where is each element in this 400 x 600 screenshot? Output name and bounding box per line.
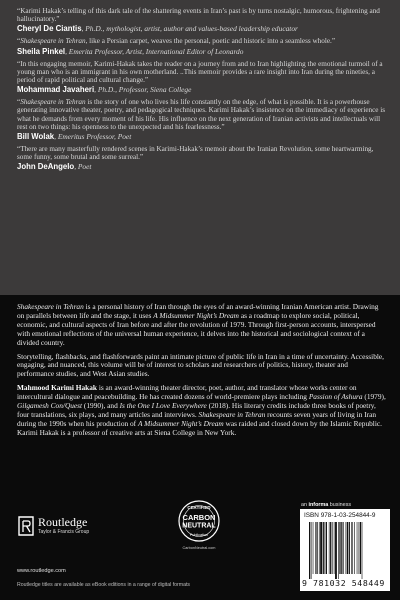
endorser-name: Bill Wolak <box>17 132 55 142</box>
endorsements-panel <box>0 0 400 295</box>
endorsement <box>17 37 386 55</box>
book-title-italic: Shakespeare in Tehran <box>198 409 266 419</box>
barcode-digits: 9 781032 548449 <box>302 578 385 588</box>
endorsement-attribution <box>17 162 386 171</box>
barcode-icon <box>308 522 386 579</box>
play-title-italic: Passion of Ashura <box>308 392 363 402</box>
badge-url: CarbonNeutral.com <box>182 546 216 550</box>
book-title-italic: Shakespeare in Tehran <box>20 37 86 46</box>
badge-carbon-text: CARBON <box>182 513 216 522</box>
description-text: as a roadmap to explore social, political, economic, and cultural aspects of Iran before and after the revolution of 1979. Through first-person accounts, interspersed with emotional reflections of the universal human experience, it delves into the historical and sociological context of a divided country. <box>17 310 376 347</box>
endorsement <box>17 7 386 33</box>
endorser-name: Cheryl De Ciantis <box>17 24 82 34</box>
description-text: is a personal history of Iran through the eyes of an award-winning Iranian American artist. Drawing on parallels between life and the stage, it uses <box>17 302 379 320</box>
endorsement-attribution <box>17 47 386 56</box>
endorsement-attribution <box>17 85 386 94</box>
badge-top-text: CERTIFIED <box>187 505 211 510</box>
bio-text: (1990), and <box>82 401 120 411</box>
quote-mark: “ <box>17 98 21 107</box>
book-title-italic: Shakespeare in Tehran <box>17 302 84 311</box>
isbn-text: ISBN 978-1-03-254844-9 <box>304 512 376 519</box>
routledge-mark-icon <box>17 515 35 537</box>
badge-neutral-text: NEUTRAL <box>182 522 216 530</box>
play-title-italic: A Midsummer Night’s Dream <box>153 310 239 320</box>
informa-lead: an <box>301 502 309 508</box>
book-description <box>17 303 386 443</box>
bio-text: (2018). His literary credits include three books of poetry, four translations, six plays, and many articles and interviews. <box>17 401 376 419</box>
cover-footer <box>0 478 400 600</box>
endorser-role: , Ph.D., Professor, Siena College <box>94 85 192 95</box>
description-paragraph: Storytelling, flashbacks, and flashforwards paint an intimate picture of public life in Iran in a time of uncertainty. Accessible, engaging, and nuanced, this volume will be of interest to scholars and researchers of politics, history, theater and performance studies, and West Asian studies. <box>17 351 385 379</box>
bio-text: (1979), <box>362 392 386 402</box>
book-title-italic: Shakespeare in Tehran <box>20 98 86 107</box>
quote-mark: “ <box>17 37 21 46</box>
author-bio <box>17 384 386 437</box>
endorser-name: Sheila Pinkel <box>17 46 66 56</box>
author-name: Mahmood Karimi Hakak <box>17 383 97 393</box>
play-title-italic: Is the One I Love Everywhere <box>119 401 207 411</box>
endorsement-quote: “In this engaging memoir, Karimi-Hakak takes the reader on a journey from and to Iran highlighting the emotional turmoil of a young man who is an immigrant in his own motherland. ..This memoir provides a rare insight into Iran during the nineties, a period of rapid political and cultural change.” <box>17 59 383 85</box>
barcode-panel <box>300 509 390 591</box>
publisher-name: Routledge <box>38 515 88 529</box>
endorser-role: , Emeritus Professor, Poet <box>54 132 132 142</box>
play-title-italic: A Midsummer Night’s Dream <box>137 418 224 428</box>
badge-bottom-text: Publication <box>189 533 209 537</box>
endorsement-quote: “Karimi Hakak’s telling of this dark tale of the shattering events in Iran’s past is by turns nostalgic, humorous, frightening and hallucinatory.” <box>17 7 380 24</box>
informa-tagline <box>301 502 351 508</box>
description-paragraph <box>17 303 386 348</box>
endorsement-attribution <box>17 132 386 141</box>
carbon-neutral-badge-icon <box>177 499 221 543</box>
bio-text: recounts seven years of living in Iran during the 1990s when his production of <box>17 409 377 428</box>
bio-text: is an award-winning theater director, poet, author, and translator whose works center on intercultural dialogue and peacebuilding. He has created dozens of world-premiere plays including <box>17 383 357 402</box>
informa-brand: informa <box>308 502 329 508</box>
quote-text: , like a Persian carpet, weaves the personal, poetic and historic into a seamless whole.” <box>85 37 336 46</box>
endorsement-quote <box>17 37 386 45</box>
ebook-note: Routledge titles are available as eBook editions in a range of digital formats <box>17 582 191 588</box>
endorsement <box>17 145 386 171</box>
endorser-role: , Emerita Professor, Artist, International Editor of Leonardo <box>65 46 244 56</box>
endorsement-attribution <box>17 24 386 33</box>
endorsement <box>17 60 386 95</box>
quote-text: is the story of one who lives his life constantly on the edge, of what is possible. It is a powerhouse generating innovative theater, poetry, and pedagogical techniques. Karimi Hakak’s insistence on the immediacy of experience is what he demands from every moment of his life. His influence on the next generation of Iranian activists and intellectuals will rest on two things: his openness to the unexpected and his fearlessness.” <box>17 98 386 131</box>
endorsement <box>17 98 386 141</box>
endorser-role: , Ph.D., mythologist, artist, author and values-based leadership educator <box>81 24 298 34</box>
endorser-name: John DeAngelo <box>17 162 75 172</box>
play-title-italic: Gilgamesh Con/Quest <box>17 401 83 411</box>
publisher-url: www.routledge.com <box>17 568 66 574</box>
bio-text: was raided and closed down by the Islamic Republic. Karimi Hakak is a professor of creative arts at Siena College in New York. <box>17 418 382 437</box>
endorser-name: Mohammad Javaheri <box>17 85 95 95</box>
informa-tail: business <box>328 502 352 508</box>
endorser-role: , Poet <box>74 162 92 172</box>
publisher-group: Taylor & Francis Group <box>38 529 90 535</box>
endorsement-quote <box>17 98 386 131</box>
endorsement-quote: “There are many masterfully rendered scenes in Karimi-Hakak’s memoir about the Iranian Revolution, some heartwarming, some funny, some brutal and some surreal.” <box>17 145 374 162</box>
